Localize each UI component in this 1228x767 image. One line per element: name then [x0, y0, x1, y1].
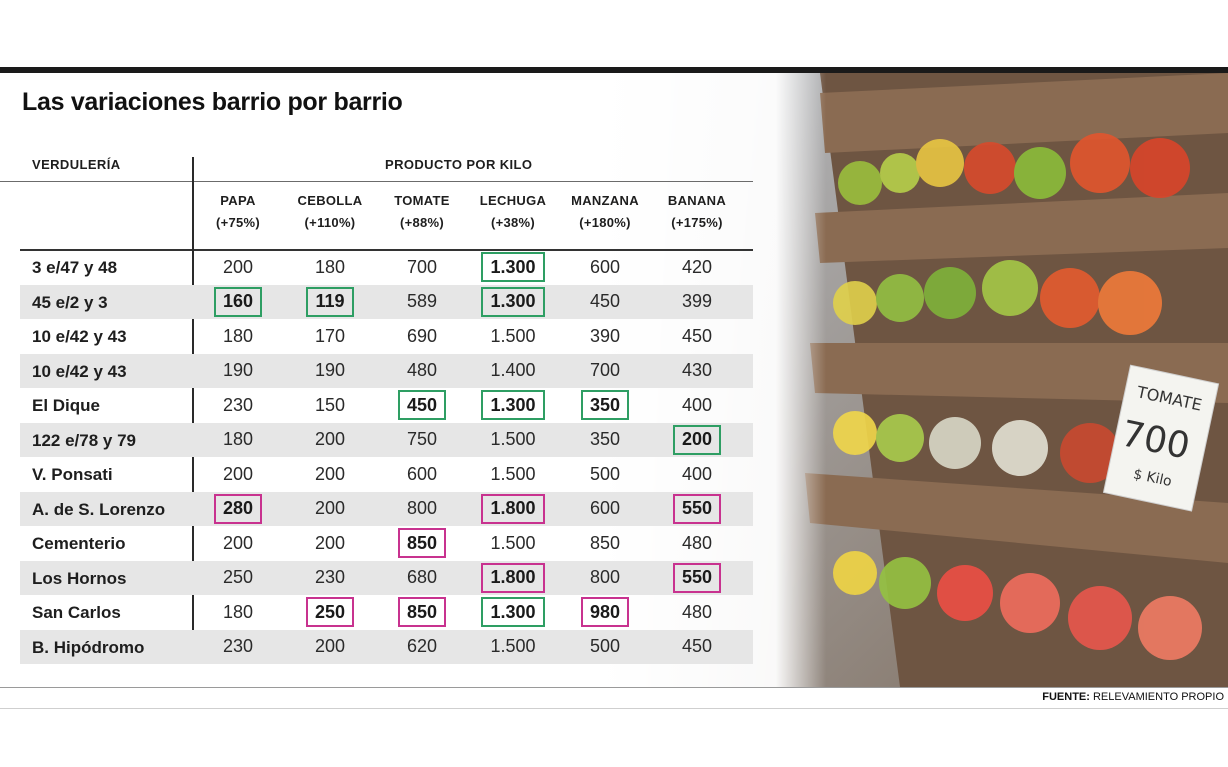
price-cell	[657, 526, 737, 561]
bottom-rule-2	[0, 708, 1228, 709]
price-cell	[657, 388, 737, 423]
price-cell	[565, 595, 645, 630]
price-cell	[657, 319, 737, 354]
row-name: San Carlos	[32, 603, 121, 622]
price-value: 750	[406, 429, 438, 450]
price-value: 600	[589, 498, 621, 519]
price-value: 230	[222, 636, 254, 657]
product-header-4	[560, 190, 650, 234]
price-value: 600	[406, 463, 438, 484]
row-name: Cementerio	[32, 534, 126, 553]
price-cell	[290, 630, 370, 665]
lowest-price-box: 160	[214, 287, 262, 317]
price-cell	[473, 561, 553, 596]
price-cell	[198, 630, 278, 665]
product-header-1	[285, 190, 375, 234]
product-name: BANANA	[667, 193, 727, 208]
table-row	[20, 285, 753, 320]
header-producto-por-kilo: PRODUCTO POR KILO	[385, 157, 533, 172]
price-cell	[565, 285, 645, 320]
source-note	[1042, 691, 1224, 703]
price-cell	[290, 354, 370, 389]
price-value: 800	[589, 567, 621, 588]
price-cell	[473, 457, 553, 492]
row-name: 45 e/2 y 3	[32, 292, 108, 312]
product-name: MANZANA	[571, 193, 639, 208]
price-cell	[657, 630, 737, 665]
lowest-price-box: 450	[398, 390, 446, 420]
price-cell	[290, 250, 370, 285]
price-value: 400	[681, 463, 713, 484]
price-value: 399	[681, 291, 713, 312]
price-cell	[565, 630, 645, 665]
price-value: 480	[406, 360, 438, 381]
price-cell	[657, 492, 737, 527]
price-value: 400	[681, 394, 713, 415]
table-row	[20, 561, 753, 596]
price-cell	[565, 526, 645, 561]
lowest-price-box: 200	[673, 425, 721, 455]
product-change: (+38%)	[490, 215, 536, 230]
price-value: 450	[681, 636, 713, 657]
price-value: 450	[681, 325, 713, 346]
table-row	[20, 457, 753, 492]
product-change: (+75%)	[215, 215, 261, 230]
price-cell	[473, 526, 553, 561]
product-change: (+88%)	[399, 215, 445, 230]
price-cell	[290, 285, 370, 320]
price-cell	[382, 354, 462, 389]
price-cell	[382, 595, 462, 630]
product-header-3	[468, 190, 558, 234]
price-value: 180	[314, 256, 346, 277]
price-value: 500	[589, 636, 621, 657]
bottom-rule	[0, 687, 1228, 688]
price-value: 620	[406, 636, 438, 657]
price-value: 430	[681, 360, 713, 381]
price-value: 600	[589, 256, 621, 277]
price-cell	[290, 423, 370, 458]
price-value: 200	[222, 463, 254, 484]
price-cell	[473, 423, 553, 458]
price-cell	[657, 250, 737, 285]
product-header-0	[193, 190, 283, 234]
highest-price-box: 850	[398, 597, 446, 627]
product-change: (+180%)	[579, 215, 631, 230]
price-value: 200	[314, 429, 346, 450]
price-cell	[565, 250, 645, 285]
highest-price-box: 250	[306, 597, 354, 627]
price-cell	[565, 388, 645, 423]
price-cell	[290, 595, 370, 630]
price-value: 700	[589, 360, 621, 381]
price-value: 680	[406, 567, 438, 588]
price-value: 1.500	[490, 325, 536, 346]
price-cell	[565, 492, 645, 527]
table-row	[20, 423, 753, 458]
highest-price-box: 280	[214, 494, 262, 524]
price-value: 170	[314, 325, 346, 346]
price-value: 230	[222, 394, 254, 415]
price-value: 180	[222, 429, 254, 450]
price-cell	[198, 285, 278, 320]
price-cell	[382, 250, 462, 285]
price-value: 190	[222, 360, 254, 381]
lowest-price-box: 119	[306, 287, 353, 317]
price-cell	[382, 423, 462, 458]
price-cell	[473, 250, 553, 285]
price-cell	[382, 526, 462, 561]
row-name: 3 e/47 y 48	[32, 258, 118, 277]
price-cell	[657, 595, 737, 630]
highest-price-box: 550	[673, 494, 721, 524]
price-cell	[382, 285, 462, 320]
highest-price-box: 980	[581, 597, 629, 627]
price-cell	[382, 457, 462, 492]
price-cell	[565, 423, 645, 458]
table-row	[20, 388, 753, 423]
price-value: 450	[589, 291, 621, 312]
lowest-price-box: 1.300	[481, 390, 544, 420]
row-name: Los Hornos	[32, 568, 127, 588]
product-header-5	[652, 190, 742, 234]
price-value: 230	[314, 567, 346, 588]
price-cell	[382, 319, 462, 354]
price-cell	[290, 457, 370, 492]
price-cell	[198, 457, 278, 492]
price-value: 480	[681, 532, 713, 553]
product-name: LECHUGA	[479, 193, 547, 208]
price-value: 800	[406, 498, 438, 519]
price-value: 200	[222, 256, 254, 277]
row-name: El Dique	[32, 396, 101, 415]
price-cell	[382, 492, 462, 527]
price-value: 690	[406, 325, 438, 346]
row-name: 10 e/42 y 43	[32, 361, 127, 381]
price-cell	[565, 561, 645, 596]
table-row	[20, 492, 753, 527]
row-name: B. Hipódromo	[32, 637, 145, 657]
price-value: 180	[222, 601, 254, 622]
row-name: 122 e/78 y 79	[32, 430, 136, 450]
highest-price-box: 850	[398, 528, 446, 558]
price-cell	[473, 354, 553, 389]
price-cell	[473, 285, 553, 320]
row-name: 10 e/42 y 43	[32, 327, 127, 346]
price-value: 500	[589, 463, 621, 484]
price-value: 1.400	[490, 360, 536, 381]
price-cell	[198, 595, 278, 630]
lowest-price-box: 1.300	[481, 252, 544, 282]
price-value: 200	[314, 532, 346, 553]
lowest-price-box: 1.300	[481, 597, 544, 627]
table-row	[20, 526, 753, 561]
table-row	[20, 595, 753, 630]
price-value: 350	[589, 429, 621, 450]
price-cell	[473, 319, 553, 354]
table-row	[20, 250, 753, 285]
price-value: 1.500	[490, 636, 536, 657]
price-cell	[198, 526, 278, 561]
price-cell	[198, 492, 278, 527]
price-cell	[290, 492, 370, 527]
price-value: 200	[314, 498, 346, 519]
price-cell	[473, 388, 553, 423]
price-value: 200	[314, 636, 346, 657]
price-cell	[565, 319, 645, 354]
price-cell	[198, 423, 278, 458]
product-name: CEBOLLA	[297, 193, 363, 208]
product-change: (+110%)	[304, 215, 356, 230]
table-row	[20, 319, 753, 354]
highest-price-box: 550	[673, 563, 721, 593]
price-cell	[382, 561, 462, 596]
price-cell	[382, 630, 462, 665]
price-cell	[290, 561, 370, 596]
price-value: 850	[589, 532, 621, 553]
table-row	[20, 354, 753, 389]
price-cell	[198, 250, 278, 285]
price-value: 480	[681, 601, 713, 622]
price-cell	[565, 354, 645, 389]
header-divider	[0, 181, 753, 182]
lowest-price-box: 1.300	[481, 287, 544, 317]
price-value: 150	[314, 394, 346, 415]
price-value: 1.500	[490, 429, 536, 450]
price-value: 190	[314, 360, 346, 381]
price-cell	[657, 423, 737, 458]
price-value: 390	[589, 325, 621, 346]
price-cell	[657, 561, 737, 596]
price-value: 1.500	[490, 463, 536, 484]
page-title: Las variaciones barrio por barrio	[22, 88, 403, 116]
price-value: 700	[406, 256, 438, 277]
price-cell	[198, 561, 278, 596]
price-cell	[382, 388, 462, 423]
row-name: V. Ponsati	[32, 465, 113, 484]
price-cell	[565, 457, 645, 492]
price-cell	[198, 319, 278, 354]
product-header-2	[377, 190, 467, 234]
price-cell	[657, 457, 737, 492]
price-value: 589	[406, 291, 438, 312]
price-cell	[198, 354, 278, 389]
highest-price-box: 1.800	[481, 563, 544, 593]
price-cell	[290, 526, 370, 561]
price-value: 1.500	[490, 532, 536, 553]
product-name: TOMATE	[394, 193, 450, 208]
table-row	[20, 630, 753, 665]
row-name: A. de S. Lorenzo	[32, 499, 166, 519]
price-cell	[473, 595, 553, 630]
price-value: 420	[681, 256, 713, 277]
source-label: FUENTE:	[1042, 691, 1090, 703]
price-cell	[290, 319, 370, 354]
price-value: 200	[314, 463, 346, 484]
highest-price-box: 1.800	[481, 494, 544, 524]
header-verduleria: VERDULERÍA	[32, 157, 121, 172]
price-cell	[657, 285, 737, 320]
product-name: PAPA	[220, 193, 256, 208]
price-cell	[473, 630, 553, 665]
price-cell	[657, 354, 737, 389]
price-value: 200	[222, 532, 254, 553]
lowest-price-box: 350	[581, 390, 629, 420]
price-cell	[473, 492, 553, 527]
source-text: RELEVAMIENTO PROPIO	[1092, 691, 1224, 703]
price-value: 250	[222, 567, 254, 588]
product-change: (+175%)	[671, 215, 723, 230]
price-value: 180	[222, 325, 254, 346]
price-cell	[290, 388, 370, 423]
price-cell	[198, 388, 278, 423]
